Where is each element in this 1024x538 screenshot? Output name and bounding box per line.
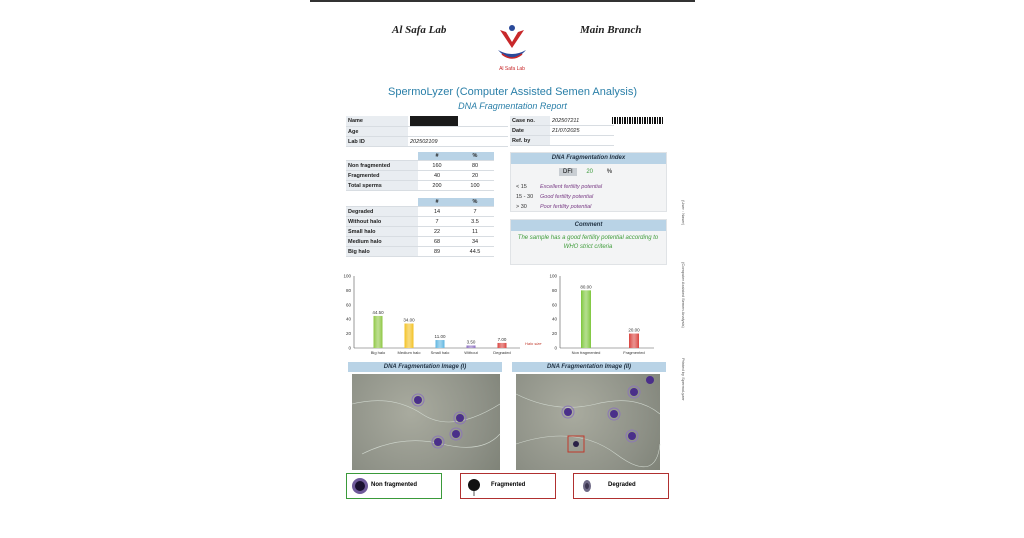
data-label: 44.50 [372,309,384,315]
logo-text: Al Safa Lab [499,66,525,72]
row-count: 89 [418,247,456,257]
dfi-panel [510,152,667,212]
case-table [510,116,614,146]
col-percent: % [456,198,494,207]
y-tick-label: 20 [551,331,557,337]
data-label: 34.00 [403,317,415,323]
y-tick-label: 80 [551,287,557,293]
comment-title: Comment [511,220,666,231]
table-row [346,171,494,181]
name-label: Name [346,116,408,127]
micrograph-1 [352,374,500,470]
fragmentation-bar-chart [544,268,654,360]
row-label: Small halo [346,227,418,237]
row-count: 7 [418,217,456,227]
side-system-text: (Computer Assisted Semen Analysis) [681,262,686,328]
row-percent: 20 [456,171,494,181]
y-tick-label: 40 [345,316,351,322]
bar-highlight [467,345,476,348]
row-percent: 100 [456,181,494,191]
legend-fragmented [460,473,556,499]
dfi-range-text: Good fertility potential [540,194,594,200]
y-tick-label: 100 [549,273,557,279]
table-row [346,207,494,217]
ref-value [550,136,614,146]
dfi-range: 15 - 30 [516,194,534,200]
table-row [346,161,494,171]
halo-bar-chart [340,268,542,360]
image1-title: DNA Fragmentation Image (I) [348,362,502,372]
category-label: Big halo [370,350,386,355]
row-label: Degraded [346,207,418,217]
data-label: 11.00 [434,334,446,340]
y-tick-label: 60 [345,302,351,308]
case-label: Case no. [510,116,550,126]
lab-name: Al Safa Lab [392,24,447,36]
top-rule [310,0,695,2]
bar-highlight [405,324,414,348]
row-percent: 3.5 [456,217,494,227]
y-tick-label: 100 [343,273,351,279]
category-label: Degraded [493,350,511,355]
report-title: SpermoLyzer (Computer Assisted Semen Analysis) [387,86,638,98]
image2-title: DNA Fragmentation Image (II) [512,362,666,372]
bar-highlight [581,290,591,348]
row-count: 22 [418,227,456,237]
y-tick-label: 80 [345,287,351,293]
halo-size-annotation: Halo size [525,341,542,346]
age-label: Age [346,127,408,137]
col-count: # [418,198,456,207]
ref-label: Ref. by [510,136,550,146]
row-percent: 80 [456,161,494,171]
row-count: 14 [418,207,456,217]
table-row [346,181,494,191]
dfi-row [559,169,612,175]
data-label: 80.00 [580,284,592,290]
bar-highlight [374,316,383,348]
dna-image-1 [352,374,500,470]
y-tick-label: 0 [348,345,351,351]
report-subtitle: DNA Fragmentation Report [458,101,567,111]
dfi-range: < 15 [516,184,527,190]
table-row [346,227,494,237]
non-fragmented-sperm-icon [350,476,370,496]
category-label: Without [464,350,478,355]
data-label: 7.00 [497,336,507,342]
degraded-sperm-icon [577,476,597,496]
y-tick-label: 40 [551,316,557,322]
age-value [408,127,508,137]
dfi-range-text: Poor fertility potential [540,204,592,210]
row-percent: 44.5 [456,247,494,257]
patient-table [346,116,508,147]
category-label: Fragmented [623,350,645,355]
row-label: Medium halo [346,237,418,247]
legend-degraded [573,473,669,499]
date-label: Date [510,126,550,136]
case-value: 202507211 [550,116,614,126]
y-tick-label: 0 [554,345,557,351]
dfi-range: > 30 [516,204,527,210]
y-tick-label: 20 [345,331,351,337]
row-label: Total sperms [346,181,418,191]
side-user-text: (User : Naser) [681,200,686,226]
row-label: Without halo [346,217,418,227]
table-row [346,247,494,257]
dfi-unit: % [606,169,613,175]
labid-value: 202502109 [408,137,508,147]
redaction-bar [410,116,458,126]
fragmented-sperm-icon [464,476,484,496]
comment-text: The sample has a good fertility potential according to WHO strict criteria [517,235,659,250]
col-percent: % [456,152,494,161]
row-percent: 7 [456,207,494,217]
row-label: Non fragmented [346,161,418,171]
row-count: 200 [418,181,456,191]
micrograph-2 [516,374,660,470]
row-count: 160 [418,161,456,171]
data-label: 20.00 [628,327,640,333]
legend-label: Fragmented [491,482,526,488]
legend-non-fragmented [346,473,442,499]
row-count: 68 [418,237,456,247]
legend-label: Non fragmented [371,482,418,488]
dna-image-2 [516,374,660,470]
table-row [346,217,494,227]
barcode [612,117,664,124]
lab-logo-icon [492,22,532,72]
labid-label: Lab ID [346,137,408,147]
table-row [346,237,494,247]
row-label: Big halo [346,247,418,257]
y-tick-label: 60 [551,302,557,308]
halo-count-table [346,198,494,257]
category-label: Medium halo [397,350,421,355]
date-value: 21/07/2025 [550,126,614,136]
category-label: Non fragmented [571,350,601,355]
fragmentation-count-table [346,152,494,191]
name-value [408,116,508,127]
branch-name: Main Branch [580,24,642,36]
row-label: Fragmented [346,171,418,181]
dfi-title: DNA Fragmentation Index [511,153,666,164]
row-percent: 11 [456,227,494,237]
bar-highlight [436,340,445,348]
category-label: Small halo [430,350,450,355]
dfi-range-text: Excellent fertility potential [540,184,603,190]
data-label: 3.50 [466,339,476,345]
col-count: # [418,152,456,161]
bar-highlight [498,343,507,348]
bar-highlight [629,334,639,348]
side-printed-text: Printed by SpermoLyzer [681,358,686,401]
dfi-label: DFI [559,168,577,176]
dfi-value: 20 [586,169,594,175]
row-count: 40 [418,171,456,181]
row-percent: 34 [456,237,494,247]
legend-label: Degraded [608,482,636,488]
